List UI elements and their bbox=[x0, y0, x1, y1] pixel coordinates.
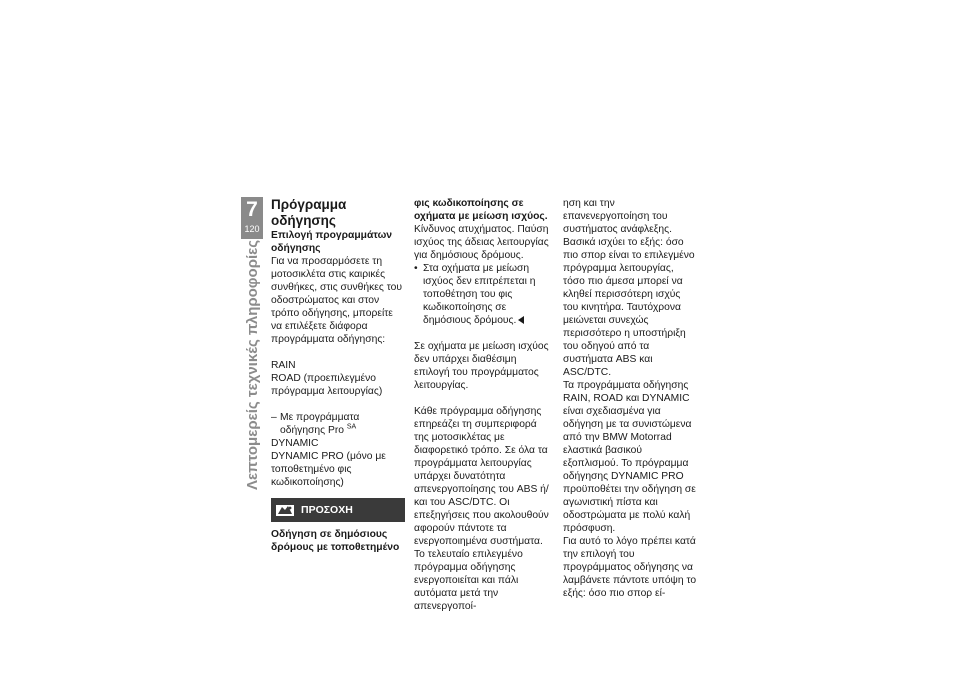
sportiness-paragraph: Βασικά ισχύει το εξής: όσο πιο σπορ είναι το επιλεγμένο πρόγραμμα λειτουργίας, τόσο πιο άμεσα μπορεί να κληθεί περισσότερη ισχύς του κινητήρα. Ταυτόχρονα μειώνεται συνεχώς περισσότερο η υποστήριξη του οδηγού από τα συστήματα ABS και ASC/DTC. bbox=[563, 237, 695, 378]
sa-superscript: SA bbox=[346, 423, 357, 431]
warning-label: ΠΡΟΣΟΧΗ bbox=[301, 503, 353, 516]
mode-rain: RAIN bbox=[271, 360, 296, 371]
warning-banner bbox=[271, 498, 405, 522]
dash-marker: – bbox=[271, 412, 277, 423]
column-3 bbox=[563, 197, 698, 600]
warning-heading: Οδήγηση σε δημόσιους δρόμους με τοποθετημένο bbox=[271, 529, 400, 553]
tyres-paragraph: Τα προγράμματα οδήγησης RAIN, ROAD και DYNAMIC είναι σχεδιασμένα για οδήγηση με τα συνιστώμενα από την BMW Motorrad ελαστικά βασικού εξοπλισμού. Το πρόγραμμα οδήγησης DYNAMIC PRO προϋποθέτει την οδήγηση σε αγωνιστική πίστα και οδοστρώματα με πολύ καλή πρόσφυση. bbox=[563, 380, 696, 534]
warning-heading-continued: φις κωδικοποίησης σε οχήματα με μείωση ισχύος. bbox=[414, 198, 548, 222]
warning-bullet-text: Στα οχήματα με μείωση ισχύος δεν επιτρέπεται η τοποθέτηση του φις κωδικοποίησης σε δημόσιους δρόμους. bbox=[423, 263, 536, 326]
ignition-paragraph: ηση και την επανενεργοποίηση του συστήματος ανάφλεξης. bbox=[563, 198, 672, 235]
selection-paragraph: Για αυτό το λόγο πρέπει κατά την επιλογή του προγράμματος οδήγησης να λαμβάνετε πάντοτε υπόψη το εξής: όσο πιο σπορ εί- bbox=[563, 536, 697, 599]
warning-icon bbox=[275, 501, 295, 519]
section-title: Πρόγραμμα οδήγησης bbox=[271, 197, 347, 228]
warning-bullet bbox=[414, 262, 554, 327]
chapter-tab bbox=[241, 197, 263, 239]
warning-text: Κίνδυνος ατυχήματος. Παύση ισχύος της άδειας λειτουργίας για δημόσιους δρόμους. bbox=[414, 224, 549, 261]
chapter-title: Λεπτομερείς τεχνικές πληροφορίες bbox=[244, 239, 261, 490]
mode-dynamic-pro: DYNAMIC PRO (μόνο με τοποθετημένο φις κωδικοποίησης) bbox=[271, 451, 386, 488]
mode-road: ROAD (προεπιλεγμένο πρόγραμμα λειτουργίας) bbox=[271, 373, 383, 397]
bullet-marker: • bbox=[414, 263, 418, 274]
column-2 bbox=[414, 197, 554, 613]
intro-paragraph: Για να προσαρμόσετε τη μοτοσικλέτα στις καιρικές συνθήκες, στις συνθήκες του οδοστρώματος και στον τρόπο οδήγησης, μπορείτε να επιλέξετε διάφορα προγράμματα οδήγησης: bbox=[271, 256, 402, 345]
chapter-number: 7 bbox=[246, 198, 258, 221]
page-number: 120 bbox=[244, 224, 260, 234]
pro-programs-label: Με προγράμματα οδήγησης Pro bbox=[280, 412, 360, 436]
section-subtitle: Επιλογή προγραμμάτων οδήγησης bbox=[271, 230, 393, 254]
program-behavior-paragraph: Κάθε πρόγραμμα οδήγησης επηρεάζει τη συμπεριφορά της μοτοσικλέτας με διαφορετικό τρόπο. Σε όλα τα προγράμματα λειτουργίας υπάρχει δυνατότητα απενεργοποίησης του ABS ή/και του ASC/DTC. Οι επεξηγήσεις που ακολουθούν αφορούν πάντοτε τα ενεργοποιημένα συστήματα. Το τελευταίο επιλεγμένο πρόγραμμα οδήγησης ενεργοποιείται και πάλι αυτόματα μετά την απενεργοποί- bbox=[414, 406, 549, 612]
mode-dynamic: DYNAMIC bbox=[271, 438, 319, 449]
column-1 bbox=[271, 197, 405, 554]
reduced-power-paragraph: Σε οχήματα με μείωση ισχύος δεν υπάρχει διαθέσιμη επιλογή του προγράμματος λειτουργίας. bbox=[414, 341, 549, 391]
pro-programs-item bbox=[271, 411, 405, 437]
end-of-section-icon bbox=[518, 316, 524, 324]
